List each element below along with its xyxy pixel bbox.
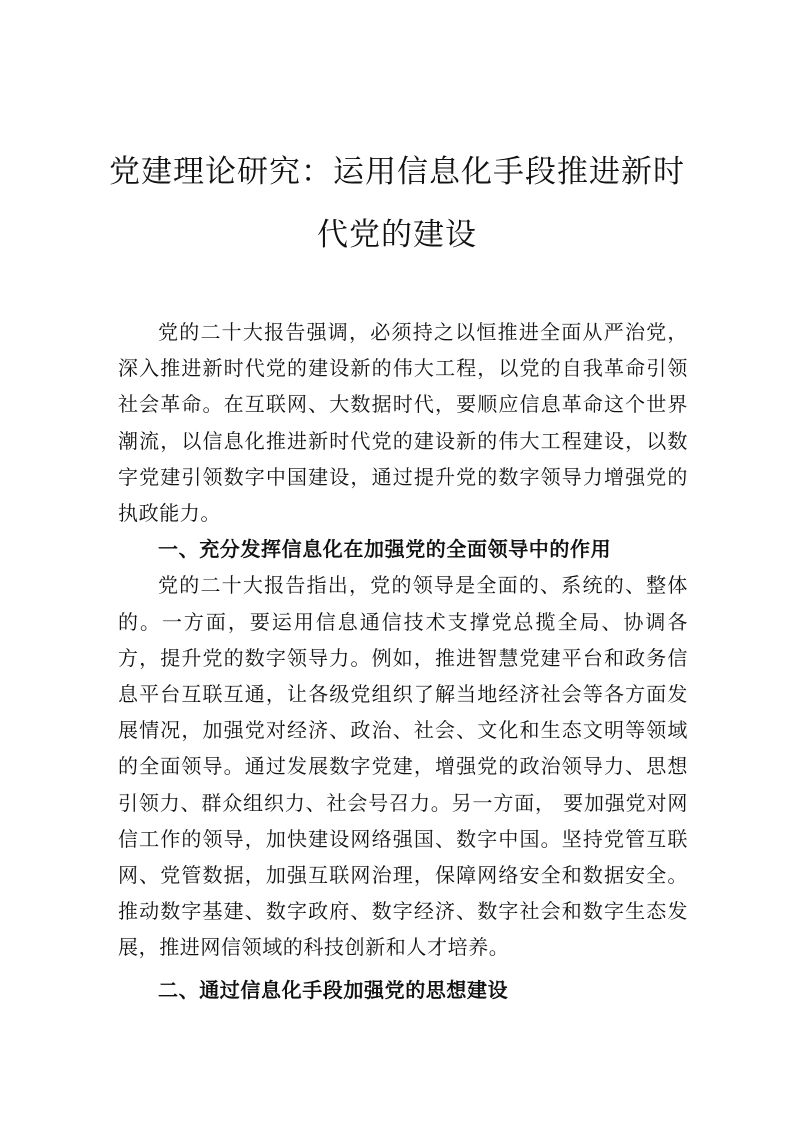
intro-paragraph: 党的二十大报告强调，必须持之以恒推进全面从严治党，深入推进新时代党的建设新的伟大工程，以党的自我革命引领社会革命。在互联网、大数据时代，要顺应信息革命这个世界潮流，以信息化推进新时代党的建设新的伟大工程建设，以数字党建引领数字中国建设，通过提升党的数字领导力增强党的执政能力。 — [118, 320, 688, 526]
section-1-heading: 一、充分发挥信息化在加强党的全面领导中的作用 — [158, 537, 612, 562]
document-title-line-2: 代党的建设 — [317, 217, 477, 253]
section-1-paragraph: 党的二十大报告指出，党的领导是全面的、系统的、整体的。一方面，要运用信息通信技术支撑党总揽全局、协调各方，提升党的数字领导力。例如，推进智慧党建平台和政务信息平台互联互通，让各级党组织了解当地经济社会等各方面发展情况，加强党对经济、政治、社会、文化和生态文明等领域的全面领导。通过发展数字党建，增强党的政治领导力、思想引领力、群众组织力、社会号召力。另一方面， 要加强党对网信工作的领导，加快建设网络强国、数字中国。坚持党管互联网、党管数据，加强互联网治理，保障网络安全和数据安全。推动数字基建、数字政府、数字经济、数字社会和数字生态发展，推进网信领域的科技创新和人才培养。 — [118, 573, 688, 960]
document-body — [118, 314, 688, 1008]
section-2-heading: 二、通过信息化手段加强党的思想建设 — [158, 977, 509, 1002]
document-title-line-1: 党建理论研究：运用信息化手段推进新时 — [109, 154, 685, 190]
